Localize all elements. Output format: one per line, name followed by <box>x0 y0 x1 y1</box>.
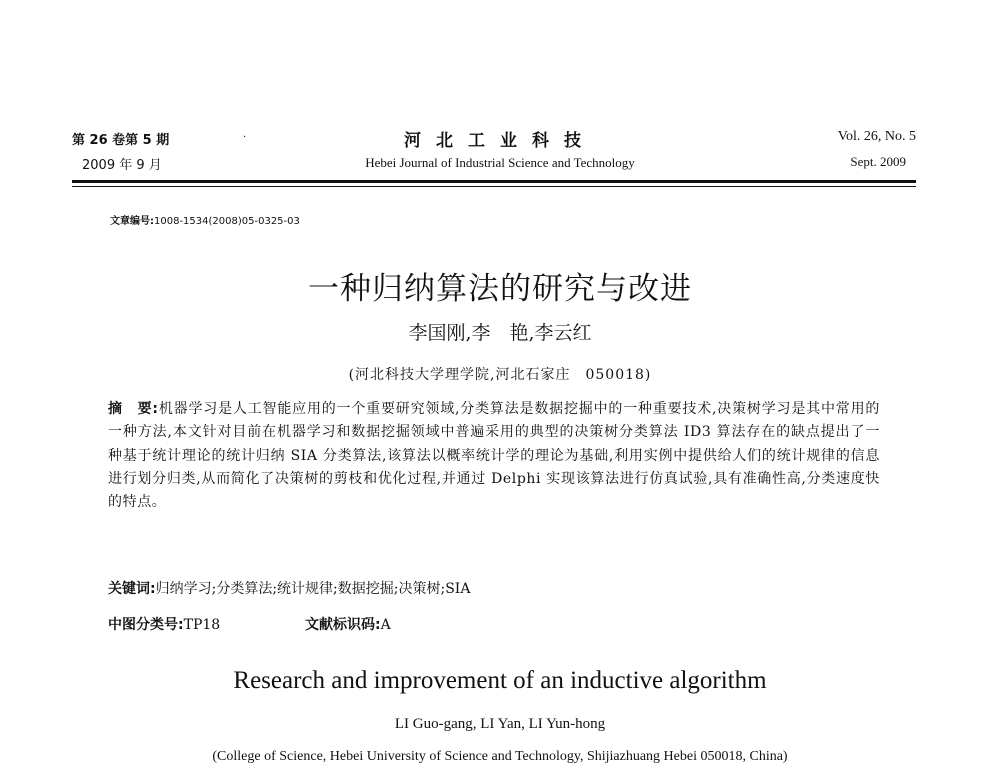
authors-en: LI Guo-gang, LI Yan, LI Yun-hong <box>394 716 606 732</box>
header-rule-thin <box>72 186 916 187</box>
article-number-value: 1008-1534(2008)05-0325-03 <box>154 216 300 227</box>
article-number-label: 文章编号: <box>110 216 154 227</box>
classification-number <box>108 614 220 634</box>
decorative-dot: · <box>243 132 247 143</box>
affiliation-cn: (河北科技大学理学院,河北石家庄 050018) <box>348 367 652 383</box>
header-rule-thick <box>72 180 916 183</box>
document-code <box>305 614 391 634</box>
classification-value: TP18 <box>183 617 221 633</box>
article-number <box>110 212 300 227</box>
keywords-text: 归纳学习;分类算法;统计规律;数据挖掘;决策树;SIA <box>155 581 471 597</box>
abstract-cn <box>108 398 880 514</box>
paper-title-cn: 一种归纳算法的研究与改进 <box>308 271 692 307</box>
keywords-label: 关键词: <box>108 581 156 597</box>
journal-date-en: Sept. 2009 <box>850 154 906 169</box>
abstract-text: 机器学习是人工智能应用的一个重要研究领域,分类算法是数据挖掘中的一种重要技术,决策树学习是其中常用的一种方法,本文针对目前在机器学习和数据挖掘领域中普遍采用的典型的决策树分类算法 ID3 算法存在的缺点提出了一种基于统计理论的统计归纳 SIA 分类算法,该算法以概率统计学的理论为基础,利用实例中提供给人们的统计规律的信息进行划分归类,从而简化了决策树的剪枝和优化过程,并通过 Delphi 实现该算法进行仿真试验,具有准确性高,分类速度快的特点。 <box>108 401 881 511</box>
affiliation-en: (College of Science, Hebei University of Science and Technology, Shijiazhuang Hebei 050018, China) <box>212 749 788 764</box>
journal-volume-cn: 第 26 卷第 5 期 <box>72 133 170 148</box>
journal-date-cn: 2009 年 9 月 <box>82 158 162 173</box>
document-code-label: 文献标识码: <box>305 617 381 633</box>
journal-volume-en: Vol. 26, No. 5 <box>837 129 916 144</box>
abstract-label: 摘 要: <box>108 401 159 417</box>
classification-label: 中图分类号: <box>108 617 184 633</box>
document-code-value: A <box>380 617 391 633</box>
keywords-cn <box>108 578 470 598</box>
authors-cn: 李国刚,李 艳,李云红 <box>408 322 592 344</box>
journal-name-cn: 河北工业科技 <box>404 131 596 151</box>
paper-title-en: Research and improvement of an inductive algorithm <box>233 667 767 694</box>
journal-name-en: Hebei Journal of Industrial Science and Technology <box>365 155 635 170</box>
